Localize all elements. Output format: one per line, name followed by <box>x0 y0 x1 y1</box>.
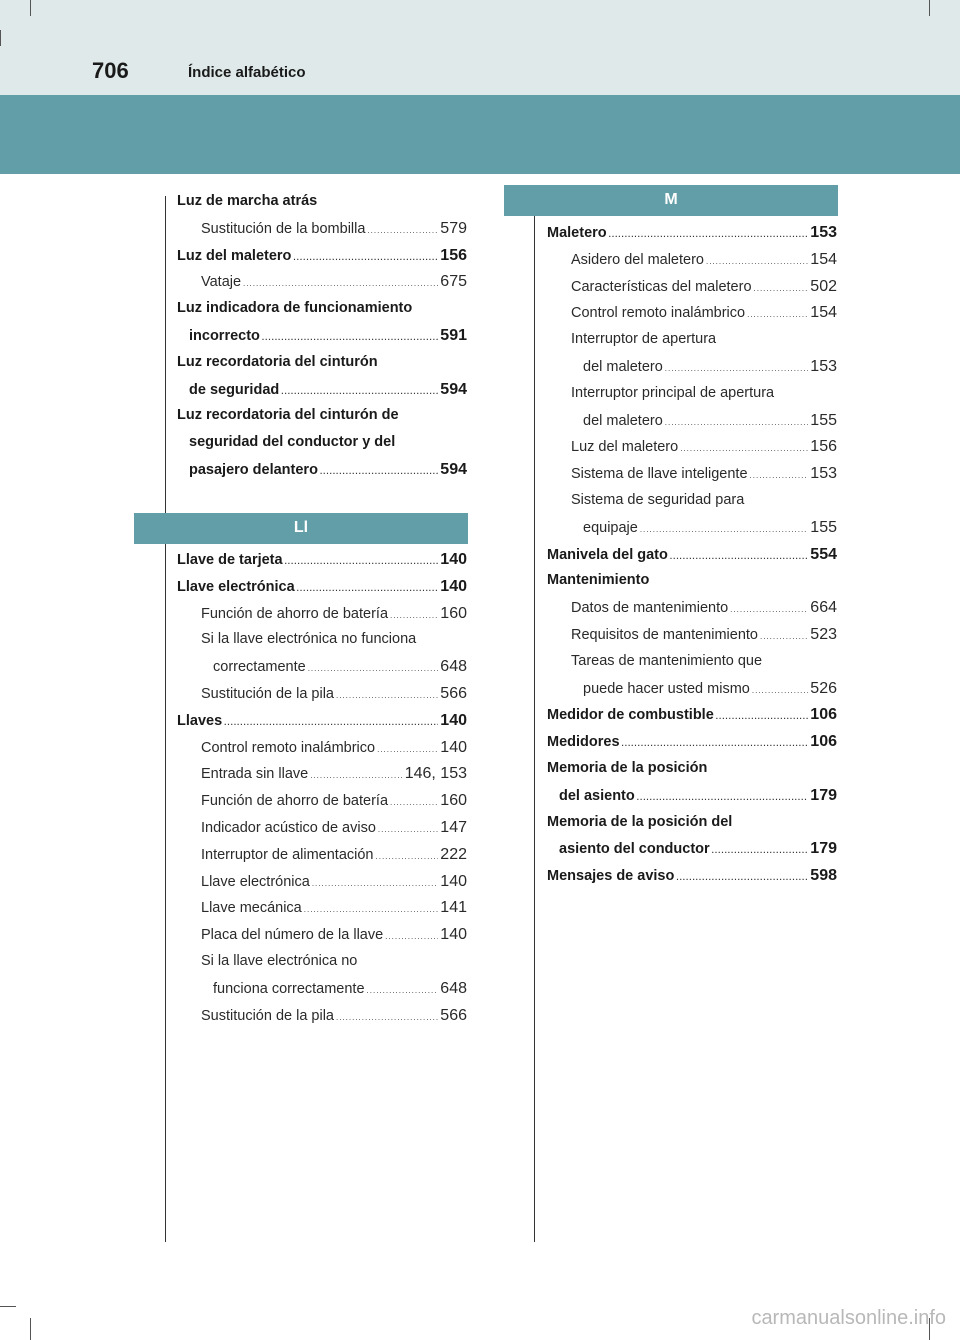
index-entry-text: Indicador acústico de aviso <box>201 820 376 836</box>
index-entry <box>559 840 837 860</box>
index-entry-text: Características del maletero <box>571 278 752 295</box>
index-entry-text: Tareas de mantenimiento que <box>571 652 763 669</box>
crop-mark <box>30 1318 31 1340</box>
index-entry <box>547 224 837 244</box>
dot-leader <box>310 771 403 780</box>
index-entry-page: 222 <box>440 845 467 863</box>
index-entry <box>547 733 837 753</box>
index-entry-page: 179 <box>810 840 837 858</box>
index-entry <box>201 739 467 759</box>
index-entry-text: Llaves <box>177 712 223 729</box>
dot-leader <box>297 584 439 593</box>
index-entry <box>201 926 467 946</box>
index-entry <box>571 331 837 351</box>
dot-leader <box>730 605 808 614</box>
index-entry-page: 106 <box>810 733 837 751</box>
index-entry-text: Datos de mantenimiento <box>571 600 729 617</box>
index-entry-page: 141 <box>440 899 467 917</box>
index-entry-page: 140 <box>440 872 467 890</box>
index-entry <box>201 273 467 293</box>
index-entry-page: 523 <box>810 626 837 643</box>
dot-leader <box>680 444 808 453</box>
index-entry <box>547 546 837 566</box>
index-entry <box>571 599 837 619</box>
index-entry-text: Función de ahorro de batería <box>201 605 389 622</box>
index-entry <box>571 278 837 298</box>
index-entry-page: 675 <box>440 273 467 291</box>
index-entry <box>571 465 837 485</box>
index-entry-text: Llave mecánica <box>201 900 302 917</box>
dot-leader <box>224 718 438 727</box>
index-entry <box>177 578 467 598</box>
dot-leader <box>243 279 438 288</box>
section-header-ll: Ll <box>134 513 468 544</box>
index-entry-page: 140 <box>440 738 467 756</box>
index-entry-text: incorrecto <box>189 328 260 344</box>
index-entry <box>201 873 467 893</box>
index-entry-text: equipaje <box>583 519 638 536</box>
index-entry-text: Mantenimiento <box>547 572 650 589</box>
index-entry-text: funciona correctamente <box>213 980 365 997</box>
index-entry-page: 156 <box>810 438 837 456</box>
index-entry <box>571 492 837 512</box>
dot-leader <box>665 418 809 427</box>
index-entry <box>571 251 837 271</box>
index-entry-text: Luz de marcha atrás <box>177 193 318 209</box>
index-entry-page: 566 <box>440 685 467 702</box>
index-entry <box>571 626 837 646</box>
dot-leader <box>670 552 808 561</box>
index-entry-text: Control remoto inalámbrico <box>571 305 746 322</box>
page-number: 706 <box>92 58 129 83</box>
crop-mark <box>30 0 31 16</box>
dot-leader <box>367 986 439 995</box>
index-entry-page: 594 <box>440 380 467 398</box>
index-entry <box>571 385 837 405</box>
index-entry <box>571 653 837 673</box>
index-entry <box>201 765 467 785</box>
index-entry-text: Luz del maletero <box>571 439 679 456</box>
index-entry-text: Llave de tarjeta <box>177 552 283 568</box>
index-entry-page: 591 <box>440 327 467 344</box>
dot-leader <box>750 471 809 480</box>
dot-leader <box>640 525 808 534</box>
index-entry-page: 140 <box>440 926 467 944</box>
index-entry-text: Luz indicadora de funcionamiento <box>177 300 413 317</box>
index-entry <box>201 685 467 705</box>
index-entry <box>177 551 467 571</box>
index-entry <box>177 712 467 732</box>
index-entry <box>583 358 837 378</box>
dot-leader <box>706 257 808 266</box>
index-entry <box>547 814 837 834</box>
index-entry <box>201 819 467 839</box>
dot-leader <box>716 712 809 721</box>
index-entry-page: 648 <box>440 658 467 676</box>
crop-mark <box>929 0 930 16</box>
index-entry-page: 648 <box>440 979 467 997</box>
index-entry-text: Mensajes de aviso <box>547 868 675 885</box>
index-entry <box>547 572 837 592</box>
index-entry-page: 153 <box>810 465 837 483</box>
index-entry-page: 160 <box>440 604 467 622</box>
index-entry <box>213 658 467 678</box>
index-entry-text: Vataje <box>201 274 242 291</box>
index-entry-page: 594 <box>440 461 467 478</box>
index-entry-text: Sustitución de la pila <box>201 1007 334 1024</box>
index-entry <box>201 899 467 919</box>
index-entry <box>559 787 837 807</box>
index-entry-text: Maletero <box>547 225 607 241</box>
dot-leader <box>747 310 808 319</box>
index-entry-text: Luz del maletero <box>177 247 292 264</box>
dot-leader <box>665 364 809 373</box>
index-entry-page: 140 <box>440 711 467 729</box>
index-entry <box>201 953 467 973</box>
index-entry-text: Si la llave electrónica no funciona <box>201 631 417 648</box>
index-entry <box>189 327 467 347</box>
index-entry-text: seguridad del conductor y del <box>189 434 396 451</box>
dot-leader <box>367 226 438 235</box>
right-column-rule <box>534 200 535 1242</box>
index-entry-text: Memoria de la posición del <box>547 813 733 830</box>
dot-leader <box>712 846 809 855</box>
index-entry-text: Interruptor de alimentación <box>201 846 374 863</box>
index-entry-text: Requisitos de mantenimiento <box>571 627 758 643</box>
index-entry-text: Entrada sin llave <box>201 766 309 783</box>
dot-leader <box>312 879 438 888</box>
index-entry-text: Control remoto inalámbrico <box>201 739 376 756</box>
index-entry-text: Placa del número de la llave <box>201 927 384 944</box>
dot-leader <box>378 825 438 834</box>
index-entry <box>177 300 467 320</box>
index-entry-page: 155 <box>810 411 837 429</box>
index-entry-text: del maletero <box>583 359 663 375</box>
index-entry-text: Interruptor principal de apertura <box>571 384 775 401</box>
index-entry-page: 154 <box>810 304 837 322</box>
index-entry <box>583 519 837 539</box>
index-entry <box>177 354 467 374</box>
crop-mark <box>0 30 1 46</box>
index-entry-text: correctamente <box>213 659 306 676</box>
index-entry-page: 153 <box>810 224 837 241</box>
index-entry <box>201 792 467 812</box>
dot-leader <box>390 798 438 807</box>
index-entry-text: asiento del conductor <box>559 841 710 858</box>
index-entry <box>583 412 837 432</box>
index-entry-page: 566 <box>440 1006 467 1024</box>
index-entry-page: 579 <box>440 219 467 237</box>
index-entry-page: 554 <box>810 545 837 563</box>
index-entry-text: Llave electrónica <box>201 873 310 890</box>
index-entry-page: 502 <box>810 277 837 295</box>
index-entry <box>201 631 467 651</box>
index-entry <box>571 438 837 458</box>
index-entry-page: 147 <box>440 819 467 836</box>
index-entry <box>189 461 467 481</box>
section-header-m: M <box>504 185 838 216</box>
index-entry-page: 526 <box>810 679 837 697</box>
index-entry-text: Manivela del gato <box>547 546 668 563</box>
dot-leader <box>293 253 438 262</box>
dot-leader <box>262 333 438 342</box>
index-entry-page: 160 <box>440 792 467 810</box>
index-entry <box>547 760 837 780</box>
index-entry <box>177 247 467 267</box>
dot-leader <box>752 686 808 695</box>
index-entry-text: del asiento <box>559 787 635 804</box>
index-entry <box>201 605 467 625</box>
index-entry-page: 664 <box>810 599 837 617</box>
index-entry <box>189 381 467 401</box>
dot-leader <box>336 691 438 700</box>
index-entry-text: de seguridad <box>189 381 280 398</box>
dot-leader <box>622 739 809 748</box>
index-entry <box>213 980 467 1000</box>
index-entry-page: 106 <box>810 706 837 724</box>
index-entry-text: Interruptor de apertura <box>571 331 717 348</box>
dot-leader <box>285 557 439 566</box>
index-entry-text: Sustitución de la pila <box>201 686 334 702</box>
dot-leader <box>609 230 809 239</box>
dot-leader <box>377 745 438 754</box>
index-entry-page: 153 <box>810 358 837 375</box>
dot-leader <box>676 873 808 882</box>
dot-leader <box>376 852 439 861</box>
index-entry-text: Sustitución de la bombilla <box>201 220 366 237</box>
index-entry <box>201 846 467 866</box>
dot-leader <box>760 632 808 641</box>
index-entry-page: 140 <box>440 577 467 595</box>
index-entry-text: Asidero del maletero <box>571 251 704 268</box>
watermark: carmanualsonline.info <box>751 1307 946 1329</box>
index-entry <box>201 1007 467 1027</box>
index-entry <box>177 193 467 213</box>
dot-leader <box>320 467 438 476</box>
crop-mark <box>0 1306 16 1307</box>
page-title: Índice alfabético <box>188 64 306 81</box>
index-entry <box>189 434 467 454</box>
dot-leader <box>281 387 438 396</box>
dot-leader <box>390 611 438 620</box>
index-entry-text: Llave electrónica <box>177 578 295 595</box>
index-entry-page: 146, 153 <box>404 765 467 783</box>
index-entry-text: Luz recordatoria del cinturón de <box>177 407 399 424</box>
index-entry-page: 140 <box>440 551 467 568</box>
index-entry-page: 179 <box>810 786 837 804</box>
dot-leader <box>754 284 809 293</box>
index-entry-text: del maletero <box>583 412 663 429</box>
index-entry-text: Función de ahorro de batería <box>201 793 389 810</box>
index-entry <box>547 706 837 726</box>
header-teal-band <box>0 95 960 174</box>
left-column-rule <box>165 196 166 1242</box>
dot-leader <box>304 905 439 914</box>
index-entry <box>547 867 837 887</box>
index-entry-page: 155 <box>810 518 837 536</box>
index-entry-text: Sistema de llave inteligente <box>571 466 748 483</box>
dot-leader <box>336 1013 438 1022</box>
index-entry-text: pasajero delantero <box>189 462 318 478</box>
index-entry-text: Medidor de combustible <box>547 707 714 724</box>
index-entry-text: Luz recordatoria del cinturón <box>177 353 378 370</box>
index-entry <box>583 680 837 700</box>
index-entry-page: 154 <box>810 250 837 268</box>
index-entry-text: Si la llave electrónica no <box>201 953 358 969</box>
index-entry-page: 598 <box>810 867 837 885</box>
header-band <box>0 0 960 95</box>
index-entry <box>571 304 837 324</box>
index-entry <box>201 220 467 240</box>
dot-leader <box>308 664 439 673</box>
dot-leader <box>637 793 809 802</box>
index-entry <box>177 407 467 427</box>
index-entry-text: puede hacer usted mismo <box>583 680 750 697</box>
index-entry-page: 156 <box>440 246 467 264</box>
index-entry-text: Sistema de seguridad para <box>571 492 745 508</box>
index-entry-text: Medidores <box>547 734 620 751</box>
index-entry-text: Memoria de la posición <box>547 760 708 776</box>
dot-leader <box>385 932 438 941</box>
